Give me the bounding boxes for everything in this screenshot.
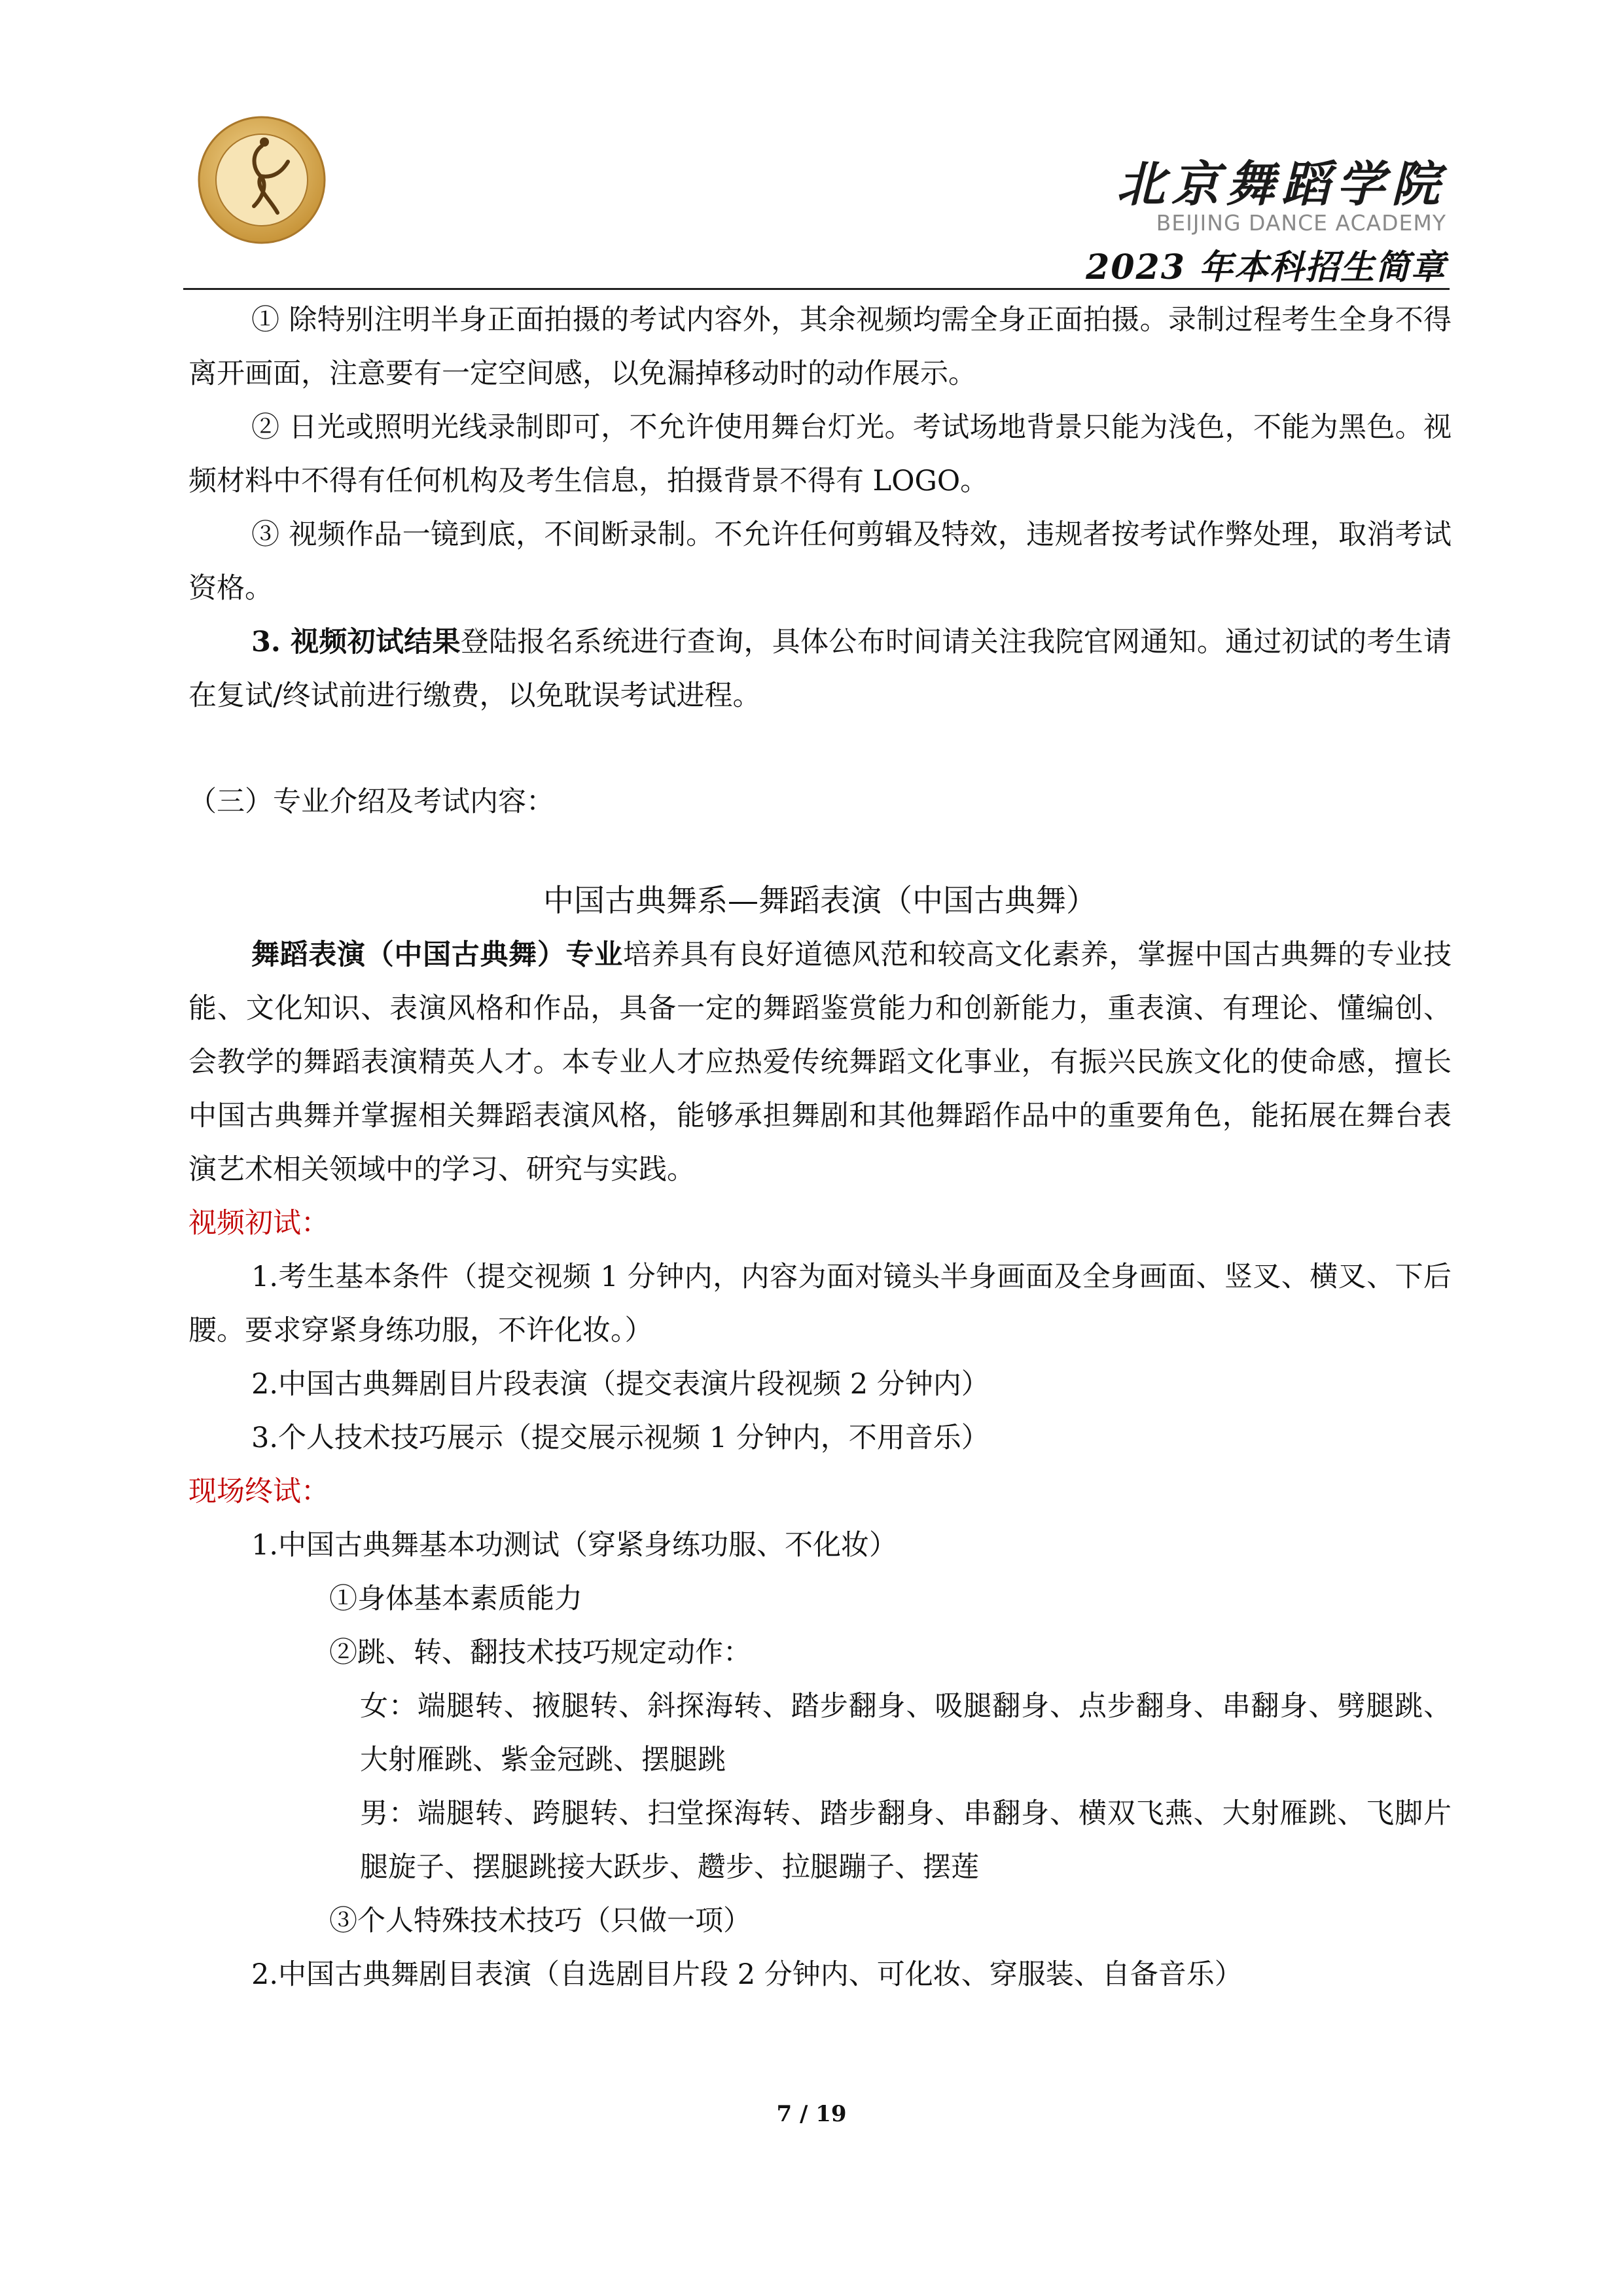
final-exam-item-2: 2.中国古典舞剧目表演（自选剧目片段 2 分钟内、可化妆、穿服装、自备音乐） [251, 1958, 1243, 1991]
school-logo [196, 115, 327, 245]
note-4 [188, 615, 1452, 723]
video-exam-item-3: 3.个人技术技巧展示（提交展示视频 1 分钟内，不用音乐） [251, 1422, 990, 1454]
page-number: 7 / 19 [776, 2101, 847, 2127]
school-name-en: BEIJING DANCE ACADEMY [1156, 210, 1446, 236]
note-4-text: 登陆报名系统进行查询，具体公布时间请关注我院官网通知。通过初试的考生请在复试/终试前进行缴费，以免耽误考试进程。 [188, 626, 1452, 712]
school-name-cn: 北京舞蹈学院 [1116, 156, 1446, 213]
final-exam-label: 现场终试： [188, 1475, 329, 1508]
video-exam-label: 视频初试： [188, 1207, 329, 1240]
major-name: 舞蹈表演（中国古典舞）专业 [251, 939, 623, 971]
note-1: ① 除特别注明半身正面拍摄的考试内容外，其余视频均需全身正面拍摄。录制过程考生全身不得离开画面，注意要有一定空间感，以免漏掉移动时的动作展示。 [188, 304, 1452, 390]
department-title: 中国古典舞系—舞蹈表演（中国古典舞） [543, 883, 1097, 919]
school-seal-icon [196, 115, 327, 245]
major-intro [188, 928, 1452, 1196]
final-exam-sub-3: ③个人特殊技术技巧（只做一项） [329, 1905, 751, 1937]
major-description: 培养具有良好道德风范和较高文化素养，掌握中国古典舞的专业技能、文化知识、表演风格和作品，具备一定的舞蹈鉴赏能力和创新能力，重表演、有理论、懂编创、会教学的舞蹈表演精英人才。本专业人才应热爱传统舞蹈文化事业，有振兴民族文化的使命感，擅长中国古典舞并掌握相关舞蹈表演风格，能够承担舞剧和其他舞蹈作品中的重要角色，能拓展在舞台表演艺术相关领域中的学习、研究与实践。 [188, 939, 1452, 1186]
brochure-title: 2023 年本科招生简章 [1086, 247, 1446, 287]
video-exam-item-1: 1.考生基本条件（提交视频 1 分钟内，内容为面对镜头半身画面及全身画面、竖叉、横叉、下后腰。要求穿紧身练功服，不许化妆。） [188, 1261, 1452, 1347]
page-body [188, 293, 1452, 2001]
note-2: ② 日光或照明光线录制即可，不允许使用舞台灯光。考试场地背景只能为浅色，不能为黑色。视频材料中不得有任何机构及考生信息，拍摄背景不得有 LOGO。 [188, 411, 1452, 497]
final-exam-item-1: 1.中国古典舞基本功测试（穿紧身练功服、不化妆） [251, 1529, 898, 1562]
final-exam-sub-1: ①身体基本素质能力 [329, 1583, 582, 1615]
note-3: ③ 视频作品一镜到底，不间断录制。不允许任何剪辑及特效，违规者按考试作弊处理，取消考试资格。 [188, 518, 1452, 605]
male-techniques: 男：端腿转、跨腿转、扫堂探海转、踏步翻身、串翻身、横双飞燕、大射雁跳、飞脚片腿旋子、摆腿跳接大跃步、趱步、拉腿蹦子、摆莲 [360, 1797, 1452, 1884]
female-techniques: 女：端腿转、掖腿转、斜探海转、踏步翻身、吸腿翻身、点步翻身、串翻身、劈腿跳、大射雁跳、紫金冠跳、摆腿跳 [360, 1690, 1452, 1776]
note-4-heading: 3. 视频初试结果 [251, 626, 461, 658]
video-exam-item-2: 2.中国古典舞剧目片段表演（提交表演片段视频 2 分钟内） [251, 1368, 990, 1401]
final-exam-sub-2: ②跳、转、翻技术技巧规定动作： [329, 1636, 751, 1669]
header-branding [1080, 156, 1446, 289]
section-heading: （三）专业介绍及考试内容： [188, 785, 554, 818]
header-divider [183, 288, 1450, 290]
